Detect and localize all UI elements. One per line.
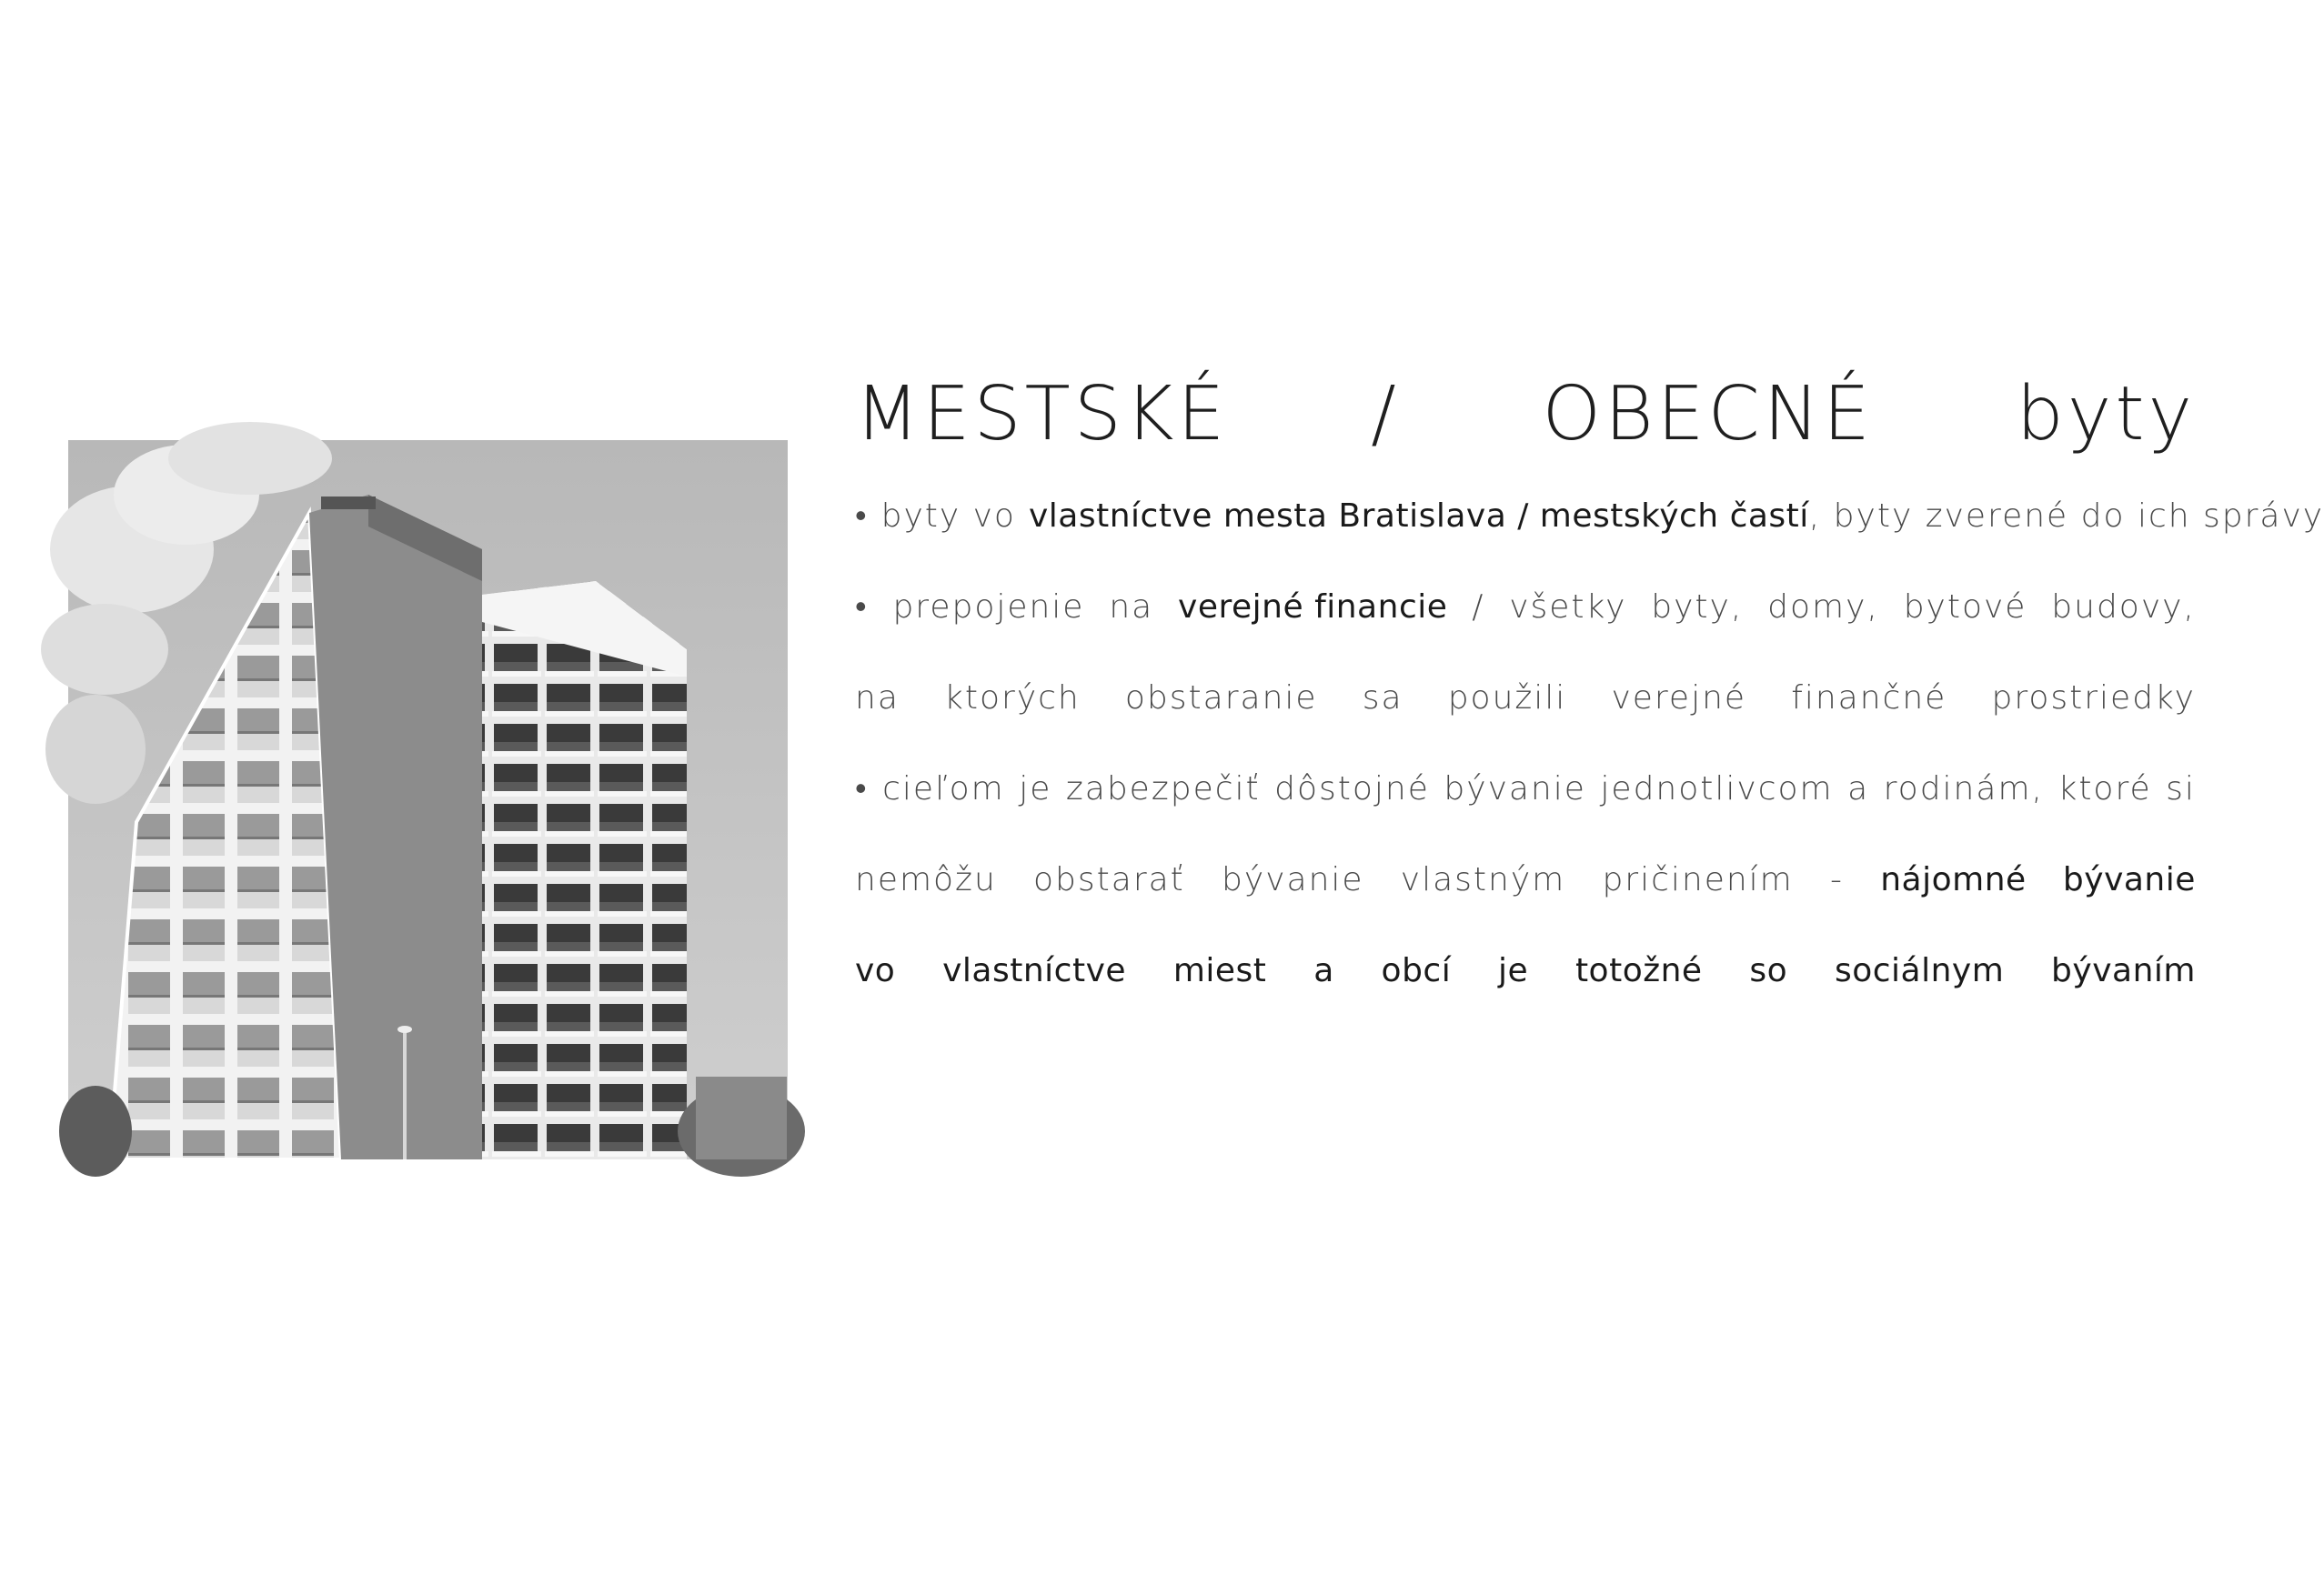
text-word: nemôžu <box>855 861 997 898</box>
text-segment: byty vo <box>880 497 1016 535</box>
emphasis-text: so <box>1749 952 1788 989</box>
bullet: • <box>855 497 869 535</box>
text-word: domy, <box>1767 588 1879 626</box>
emphasis-text: obcí <box>1381 952 1452 989</box>
text-word: vlastným <box>1400 861 1566 898</box>
emphasis-text: vo <box>855 952 896 989</box>
emphasis-text: je <box>1498 952 1529 989</box>
text-line-4 <box>855 762 2196 817</box>
text-word: / <box>1472 588 1485 626</box>
text-word: na <box>1109 588 1154 626</box>
text-word: ktorých <box>944 679 1081 717</box>
emphasis-text: miest <box>1172 952 1267 989</box>
text-word: bývanie <box>1222 861 1364 898</box>
text-word: ktoré <box>2057 770 2152 808</box>
title-word: / <box>1371 370 1400 457</box>
text-word: • <box>855 770 869 808</box>
title-word: MESTSKÉ <box>855 370 1229 457</box>
text-line-3 <box>855 671 2196 726</box>
text-word: bývanie <box>1444 770 1586 808</box>
text-word: si <box>2166 770 2196 808</box>
emphasis-text: totožné <box>1574 952 1703 989</box>
page-title <box>855 364 2196 464</box>
text-word: prepojenie <box>892 588 1085 626</box>
emphasis-text: a <box>1313 952 1334 989</box>
text-word: sa <box>1362 679 1403 717</box>
text-word: obstaranie <box>1124 679 1318 717</box>
text-word: je <box>1019 770 1052 808</box>
text-word: všetky <box>1509 588 1627 626</box>
text-line-6 <box>855 944 2196 998</box>
emphasis-text: bývanie <box>2062 861 2196 898</box>
text-line-1 <box>855 489 2324 544</box>
text-word: byty, <box>1651 588 1744 626</box>
text-word: finančné <box>1791 679 1947 717</box>
text-word: zabezpečiť <box>1065 770 1261 808</box>
title-word: byty <box>2016 370 2196 457</box>
text-word: • <box>855 588 869 626</box>
text-line-5 <box>855 853 2196 908</box>
line-segment <box>855 489 2324 544</box>
text-word: dôstojné <box>1274 770 1430 808</box>
title-word: OBECNÉ <box>1542 370 1874 457</box>
text-word: verejné <box>1611 679 1747 717</box>
text-word: budovy, <box>2051 588 2196 626</box>
text-word: obstarať <box>1033 861 1185 898</box>
text-word: jednotlivcom <box>1600 770 1834 808</box>
emphasis-text: vlastníctve <box>942 952 1127 989</box>
text-word: - <box>1830 861 1844 898</box>
emphasis-text: sociálnym <box>1834 952 2005 989</box>
text-word: rodinám, <box>1883 770 2044 808</box>
emphasis-text: nájomné <box>1880 861 2027 898</box>
text-word: pričinením <box>1602 861 1794 898</box>
emphasis-text: verejné financie <box>1178 588 1448 626</box>
text-word: cieľom <box>882 770 1005 808</box>
text-line-2 <box>855 580 2196 635</box>
text-segment: , byty zverené do ich správy <box>1808 497 2324 535</box>
text-word: použili <box>1447 679 1567 717</box>
text-word: prostriedky <box>1991 679 2196 717</box>
text-word: a <box>1847 770 1870 808</box>
text-word: na <box>855 679 900 717</box>
emphasis-text: vlastníctve mesta Bratislava / mestských častí <box>1028 497 1809 535</box>
emphasis-text: bývaním <box>2051 952 2196 989</box>
text-word: bytové <box>1903 588 2027 626</box>
apartment-building-photo <box>68 440 788 1159</box>
